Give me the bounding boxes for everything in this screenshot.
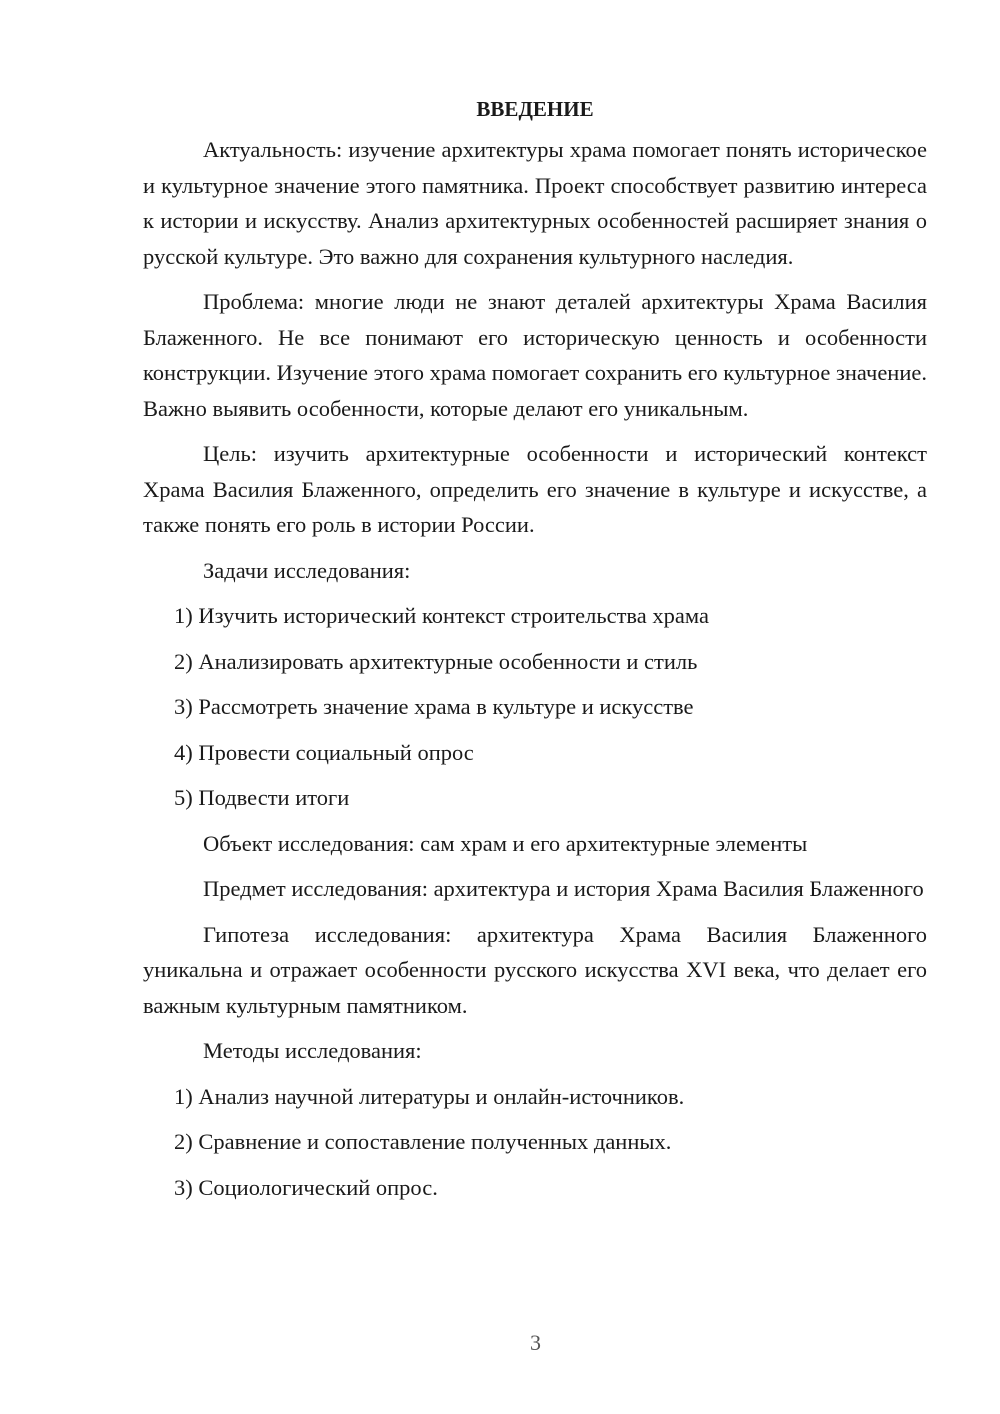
paragraph-object: Объект исследования: сам храм и его архитектурные элементы: [203, 830, 808, 856]
list-item: 3) Социологический опрос.: [174, 1174, 438, 1200]
paragraph-relevance: Актуальность: изучение архитектуры храма помогает понять историческое и культурное значение этого памятника. Проект способствует развитию интереса к истории и искусству. Анализ архитектурных особенностей расширяет знания о русской культуре. Это важно для сохранения культурного наследия.: [143, 137, 927, 269]
list-item: 4) Провести социальный опрос: [174, 739, 474, 765]
paragraph-subject: Предмет исследования: архитектура и история Храма Василия Блаженного: [203, 876, 924, 901]
paragraph-problem: Проблема: многие люди не знают деталей архитектуры Храма Василия Блаженного. Не все понимают его историческую ценность и особенности конструкции. Изучение этого храма помогает сохранить его культурное значение. Важно выявить особенности, которые делают его уникальным.: [143, 289, 927, 421]
methods-heading: Методы исследования:: [203, 1038, 422, 1063]
list-item: 3) Рассмотреть значение храма в культуре и искусстве: [174, 694, 694, 719]
list-item: 2) Анализировать архитектурные особенности и стиль: [174, 648, 698, 674]
tasks-list: [143, 598, 927, 816]
list-item: 5) Подвести итоги: [174, 785, 350, 810]
paragraph-goal: Цель: изучить архитектурные особенности и исторический контекст Храма Василия Блаженного, определить его значение в культуре и искусстве, а также понять его роль в истории России.: [143, 441, 927, 537]
tasks-heading: Задачи исследования:: [203, 557, 411, 583]
page-title: ВВЕДЕНИЕ: [476, 97, 594, 121]
document-page: [143, 92, 927, 1215]
list-item: 1) Изучить исторический контекст строительства храма: [174, 603, 709, 628]
methods-list: [143, 1079, 927, 1206]
paragraph-hypothesis: Гипотеза исследования: архитектура Храма Василия Блаженного уникальна и отражает особенности русского искусства XVI века, что делает его важным культурным памятником.: [143, 921, 927, 1018]
list-item: 1) Анализ научной литературы и онлайн-источников.: [174, 1083, 685, 1109]
list-item: 2) Сравнение и сопоставление полученных данных.: [174, 1129, 672, 1154]
page-number: 3: [530, 1330, 541, 1355]
